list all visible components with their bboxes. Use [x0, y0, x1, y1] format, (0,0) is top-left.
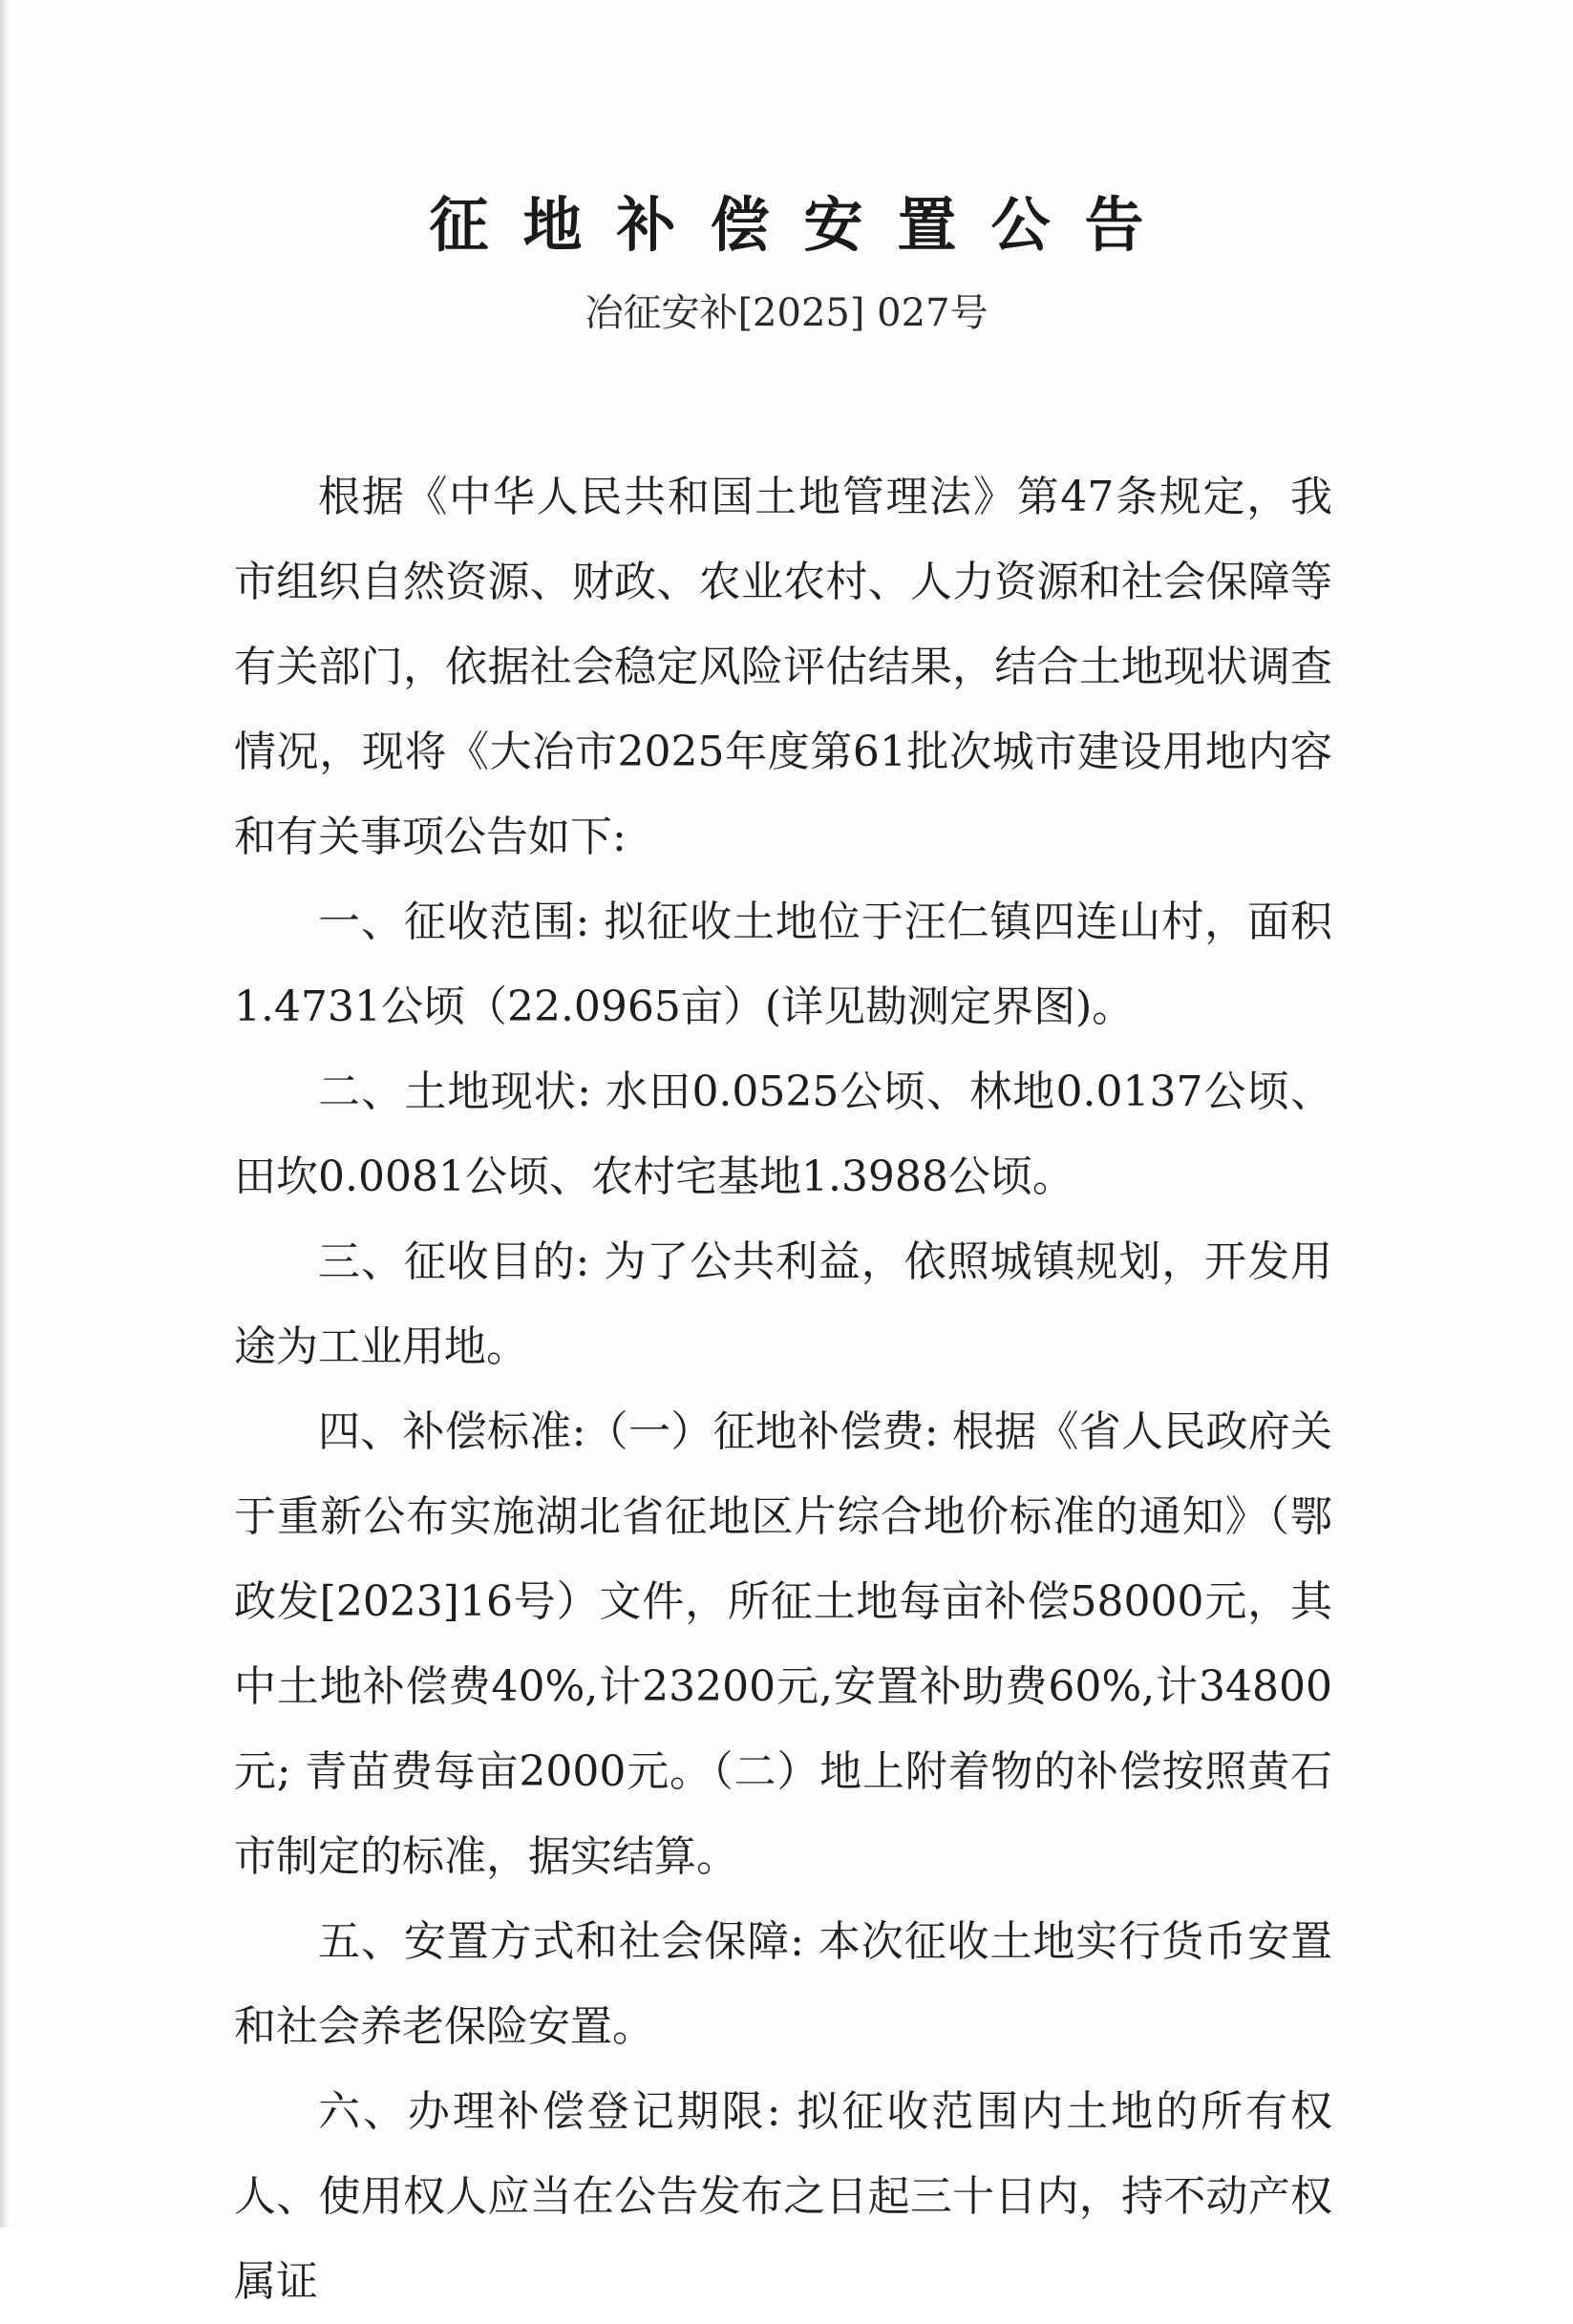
page-edge-shadow: [0, 0, 10, 2228]
page-title: 征地补偿安置公告: [429, 190, 1179, 260]
paragraph-resettlement: 五、安置方式和社会保障: 本次征收土地实行货币安置和社会养老保险安置。: [234, 1917, 1332, 2051]
paragraph-registration-period: 六、办理补偿登记期限: 拟征收范围内土地的所有权人、使用权人应当在公告发布之日起三十日内，持不动产权属证: [234, 2087, 1332, 2306]
paragraph-intro: 根据《中华人民共和国土地管理法》第47条规定，我市组织自然资源、财政、农业农村、人力资源和社会保障等有关部门，依据社会稳定风险评估结果，结合土地现状调查情况，现将《大冶市2025年度第61批次城市建设用地内容和有关事项公告如下:: [234, 473, 1332, 861]
paragraph-land-status: 二、土地现状: 水田0.0525公顷、林地0.0137公顷、田坎0.0081公顷、农村宅基地1.3988公顷。: [234, 1067, 1332, 1201]
document-body: [234, 454, 1332, 2324]
paragraph-compensation-standard: 四、补偿标准:（一）征地补偿费: 根据《省人民政府关于重新公布实施湖北省征地区片综合地价标准的通知》（鄂政发[2023]16号）文件，所征土地每亩补偿58000元，其中土地补偿费40%,计23200元,安置补助费60%,计34800元; 青苗费每亩2000元。（二）地上附着物的补偿按照黄石市制定的标准，据实结算。: [234, 1407, 1332, 1881]
paragraph-purpose: 三、征收目的: 为了公共利益，依照城镇规划，开发用途为工业用地。: [234, 1237, 1332, 1371]
paragraph-scope: 一、征收范围: 拟征收土地位于汪仁镇四连山村，面积1.4731公顷（22.0965亩）(详见勘测定界图)。: [234, 898, 1332, 1031]
document-number: 冶征安补[2025] 027号: [585, 291, 988, 335]
